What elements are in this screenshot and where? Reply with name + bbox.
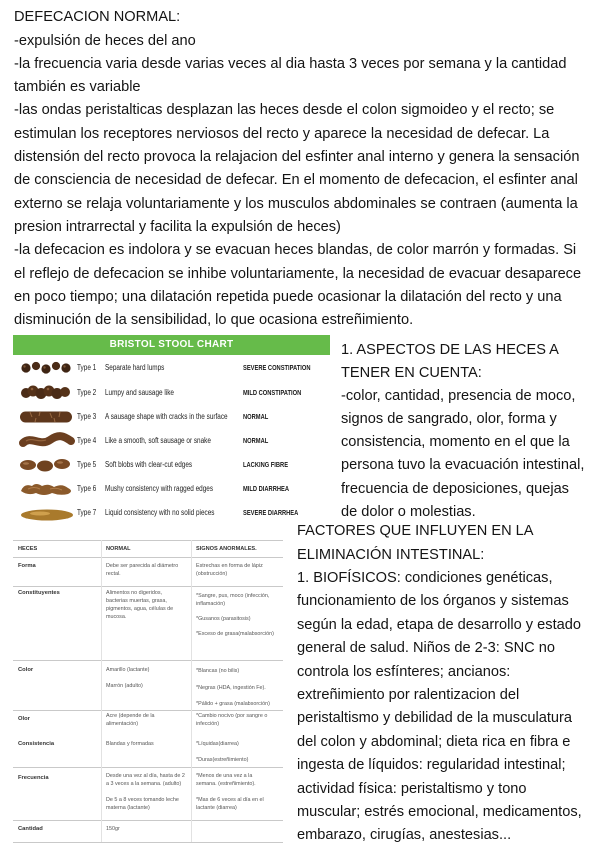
bristol-row-type-2	[13, 381, 330, 405]
table-cell-abnormal: Estrechas en forma de lápiz	[196, 563, 263, 569]
bristol-row-type-4	[13, 429, 330, 453]
intro-line: externo se relaja voluntariamente y los musculos abdominales se contraen (aumenta la	[14, 195, 578, 212]
intro-line: en poco tiempo; una dilatación repetida puede ocasionar la dilatación del recto y una	[14, 288, 562, 305]
table-cell-abnormal: *Pálido + grasa (malabsorción)	[196, 701, 270, 707]
aspects-line: signos de sangrado, olor, forma y	[341, 411, 557, 428]
bristol-category: MILD CONSTIPATION	[243, 387, 302, 397]
bristol-description: Like a smooth, soft sausage or snake	[105, 435, 211, 445]
intro-line: también es variable	[14, 79, 141, 96]
table-cell-abnormal: infección)	[196, 721, 220, 727]
table-row-label: Cantidad	[18, 826, 43, 832]
table-row-label: Constituyentes	[18, 590, 60, 596]
table-cell-abnormal: *Líquidas(diarrea)	[196, 741, 239, 747]
factors-line: peristaltismo y debilidad de la musculatura	[297, 710, 572, 727]
factors-line: actividad física: peristaltismo y tono	[297, 780, 527, 797]
bristol-category: MILD DIARRHEA	[243, 484, 289, 493]
table-cell-abnormal: inflamación)	[196, 601, 226, 607]
table-cell-normal: Debe ser parecida al diámetro	[106, 563, 179, 569]
bristol-row-type-5	[13, 453, 330, 477]
aspects-line: TENER EN CUENTA:	[341, 364, 482, 381]
aspects-line: consistencia, momento en el que la	[341, 434, 570, 451]
factors-line: ELIMINACIÓN INTESTINAL:	[297, 546, 485, 563]
intro-line: el reflejo de defecacion se inhibe voluntariamente, la necesidad de evacuar desaparece	[14, 265, 582, 282]
aspects-line: frecuencia de deposiciones, quejas	[341, 480, 569, 497]
table-cell-abnormal: *Exceso de grasa(malabsorción)	[196, 631, 274, 637]
table-header-normal: NORMAL	[106, 546, 131, 552]
bristol-type-label: Type 2	[77, 387, 97, 397]
table-cell-abnormal: (obstrucción)	[196, 571, 228, 577]
factors-line: del colon y abdominal; dieta rica en fibra e	[297, 733, 571, 750]
factors-line: funcionamiento de los órganos y sistemas	[297, 593, 569, 610]
factors-line: FACTORES QUE INFLUYEN EN LA	[297, 523, 534, 540]
table-cell-normal: Desde una vez al día, hasta de 2	[106, 773, 185, 779]
intro-line: -la frecuencia varia desde varias veces al dia hasta 3 veces por semana y la cantidad	[14, 55, 567, 72]
table-divider	[13, 586, 283, 587]
stool-soft-blobs-icon	[18, 453, 76, 477]
bristol-description: Soft blobs with clear-cut edges	[105, 460, 193, 469]
bristol-type-label: Type 7	[77, 508, 97, 517]
table-cell-abnormal: *Cambio nocivo (por sangre o	[196, 713, 268, 719]
stool-liquid-icon	[18, 501, 76, 525]
factors-line: embarazo, cirugías, anestesias...	[297, 827, 512, 844]
table-row-label: Consistencia	[18, 741, 55, 747]
intro-line: distensión del recto provoca la relajacion del esfinter anal interno y genera la sensación	[14, 149, 580, 166]
factors-line: según la edad, etapa de desarrollo y estado	[297, 616, 581, 633]
factores-eliminacion-section	[297, 520, 582, 847]
stool-separate-lumps-icon	[18, 356, 76, 380]
table-cell-normal: a 3 veces a la semana. (adulto)	[106, 781, 182, 787]
aspects-line: de dolor o molestias.	[341, 503, 476, 520]
bristol-category: SEVERE CONSTIPATION	[243, 363, 311, 372]
factors-line: controla los esfínteres; ancianos:	[297, 663, 511, 680]
intro-line: -la defecacion es indolora y se evacuan heces blandas, de color marrón y formadas. Si	[14, 242, 577, 259]
table-column-divider	[101, 540, 102, 842]
table-cell-normal: materna (lactante)	[106, 805, 150, 811]
bristol-row-type-1	[13, 356, 330, 380]
bristol-category: NORMAL	[243, 411, 269, 421]
table-border	[13, 842, 283, 843]
table-divider	[13, 557, 283, 558]
bristol-type-label: Type 4	[77, 435, 97, 445]
bristol-row-type-6	[13, 477, 330, 501]
bristol-description: A sausage shape with cracks in the surface	[105, 411, 228, 421]
factors-line: extreñimiento por ralentizacion del	[297, 687, 520, 704]
intro-line: de consciencia de necesidad de defecar. En el momento de defecacion, el esfinter anal	[14, 172, 578, 189]
table-cell-abnormal: lactante (diarrea)	[196, 805, 237, 811]
aspects-line: -color, cantidad, presencia de moco,	[341, 387, 576, 404]
bristol-type-label: Type 5	[77, 460, 97, 469]
bristol-description: Separate hard lumps	[105, 363, 165, 372]
factors-line: general de salud. Niños de 2-3: SNC no	[297, 640, 555, 657]
bristol-row-type-7	[13, 501, 330, 525]
table-cell-abnormal: *Mas de 6 veces al día en el	[196, 797, 264, 803]
table-divider	[13, 710, 283, 711]
table-cell-abnormal: *Negras (HDA, ingestión Fe).	[196, 685, 266, 691]
aspectos-heces-section	[341, 339, 584, 525]
table-row-label: Frecuencia	[18, 775, 49, 781]
bristol-type-label: Type 3	[77, 411, 97, 421]
table-column-divider	[191, 540, 192, 842]
table-cell-abnormal: *Gusanos (parasitosis)	[196, 616, 251, 622]
table-cell-abnormal: *Menos de una vez a la	[196, 773, 253, 779]
aspects-line: persona tuvo la evacuación intestinal,	[341, 457, 585, 474]
table-cell-normal: Acre (depende de la	[106, 713, 155, 719]
table-cell-normal: 150gr	[106, 826, 120, 832]
section-title: DEFECACION NORMAL:	[14, 9, 181, 26]
bristol-description: Lumpy and sausage like	[105, 387, 174, 397]
intro-line: disminución de la sensibilidad, lo que ocasiona estreñimiento.	[14, 312, 414, 329]
table-row-label: Forma	[18, 563, 36, 569]
stool-cracked-sausage-icon	[18, 405, 76, 429]
bristol-description: Mushy consistency with ragged edges	[105, 484, 214, 493]
defecacion-normal-section	[14, 6, 581, 332]
stool-lumpy-sausage-icon	[18, 381, 76, 405]
bristol-row-type-3	[13, 405, 330, 429]
bristol-type-label: Type 6	[77, 484, 97, 493]
bristol-category: SEVERE DIARRHEA	[243, 508, 299, 517]
table-cell-normal: bacterias muertas, grasa,	[106, 598, 167, 604]
intro-line: presion intrarrectal y facilita la expulsión de heces)	[14, 218, 341, 235]
table-cell-normal: mucosa.	[106, 614, 127, 620]
stool-smooth-snake-icon	[18, 429, 76, 453]
factors-line: muscular; estrés emocional, medicamentos,	[297, 803, 582, 820]
table-divider	[13, 820, 283, 821]
bristol-stool-chart	[13, 335, 330, 524]
table-cell-normal: Marrón (adulto)	[106, 683, 143, 689]
table-cell-abnormal: semana. (estreñimiento).	[196, 781, 256, 787]
table-cell-normal: alimentación)	[106, 721, 139, 727]
intro-line: -expulsión de heces del ano	[14, 32, 196, 49]
table-cell-abnormal: *Blancas (no bilis)	[196, 668, 240, 674]
intro-line: -las ondas peristalticas desplazan las heces desde el colon sigmoideo y el recto; se	[14, 102, 555, 119]
intro-line: estimulan los receptores nerviosos del recto y aparece la necesidad de defecar. La	[14, 125, 550, 142]
table-cell-abnormal: *Sangre, pus, moco (infección,	[196, 593, 270, 599]
table-cell-normal: Blandas y formadas	[106, 741, 154, 747]
table-cell-normal: rectal.	[106, 571, 121, 577]
table-header-heces: HECES	[18, 546, 38, 552]
bristol-chart-title: BRISTOL STOOL CHART	[13, 335, 330, 355]
table-cell-normal: Alimentos no digeridos,	[106, 590, 163, 596]
table-cell-normal: pigmentos, agua, células de	[106, 606, 174, 612]
stool-mushy-icon	[18, 477, 76, 501]
table-row-label: Color	[18, 667, 34, 673]
heces-table	[13, 535, 283, 843]
table-row-label: Olor	[18, 716, 30, 722]
bristol-category: NORMAL	[243, 435, 269, 445]
table-header-abnormal: SIGNOS ANORMALES.	[196, 546, 257, 552]
table-cell-abnormal: *Duras(estreñimiento)	[196, 757, 249, 763]
factors-line: 1. BIOFÍSICOS: condiciones genéticas,	[297, 570, 553, 587]
table-cell-normal: De 5 a 8 veces tomando leche	[106, 797, 179, 803]
bristol-type-label: Type 1	[77, 363, 97, 372]
table-divider	[13, 767, 283, 768]
table-cell-normal: Amarillo (lactante)	[106, 667, 150, 673]
factors-line: ingesta de líquidos: regularidad intestinal;	[297, 757, 566, 774]
aspects-line: 1. ASPECTOS DE LAS HECES A	[341, 341, 559, 358]
bristol-description: Liquid consistency with no solid pieces	[105, 508, 215, 517]
bristol-category: LACKING FIBRE	[243, 460, 289, 469]
table-divider	[13, 660, 283, 661]
table-border	[13, 540, 283, 541]
